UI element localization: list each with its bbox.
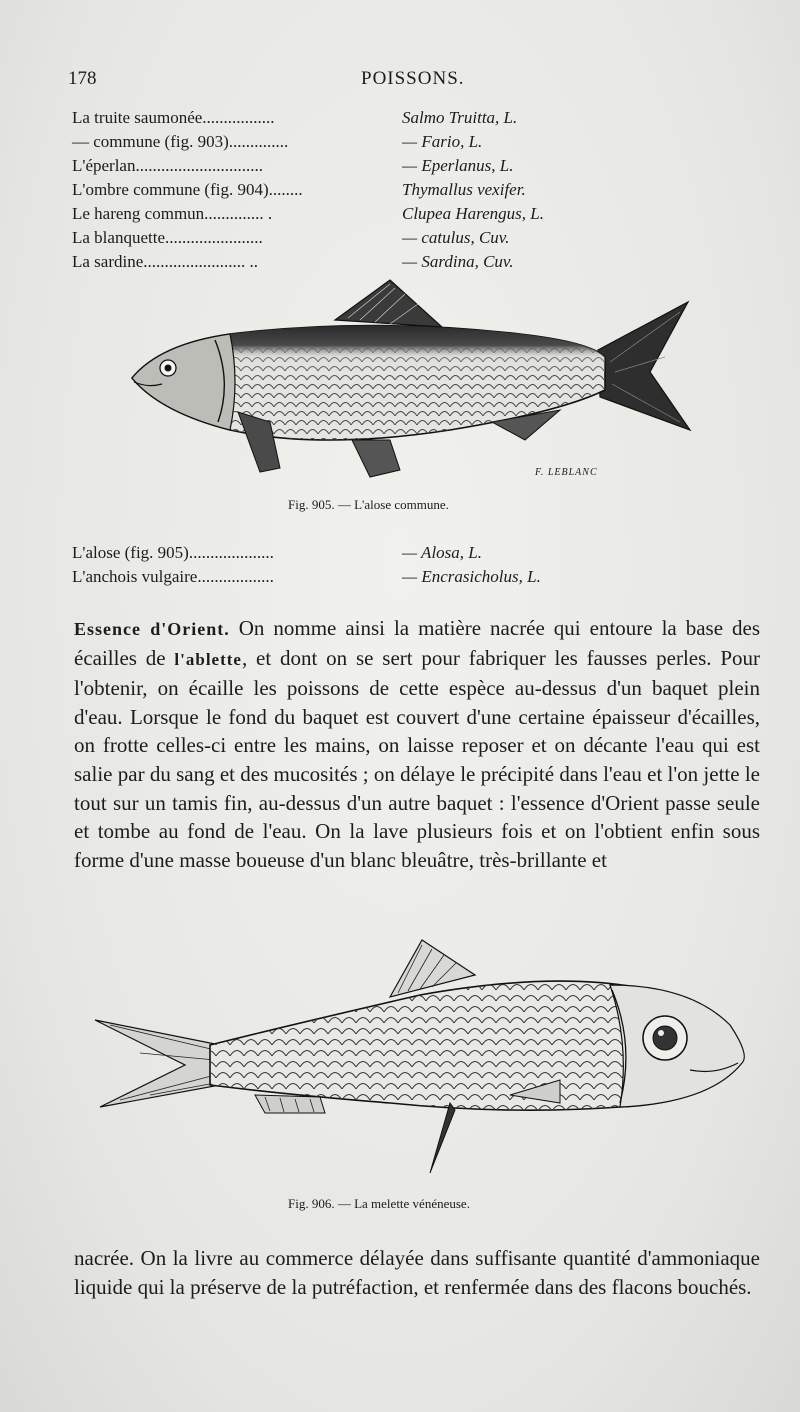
figure-caption-906: Fig. 906. — La melette vénéneuse. bbox=[288, 1196, 470, 1211]
species-list-bottom bbox=[72, 543, 772, 591]
page-number: 178 bbox=[68, 68, 97, 89]
common-name: L'ombre commune (fig. 904)........ bbox=[72, 180, 303, 199]
figure-caption-905: Fig. 905. — L'alose commune. bbox=[288, 497, 449, 512]
paragraph-continuation: nacrée. On la livre au commerce délayée dans suffisante quantité d'ammoniaque liquide qui la préserve de la putréfaction, et renfermée dans des flacons bouchés. bbox=[74, 1246, 760, 1299]
common-name: Le hareng commun.............. . bbox=[72, 204, 273, 223]
scientific-name: — Fario, L. bbox=[402, 132, 483, 151]
common-name: L'anchois vulgaire.................. bbox=[72, 567, 274, 586]
species-row bbox=[72, 156, 772, 180]
scientific-name: — Encrasicholus, L. bbox=[402, 567, 541, 586]
species-row bbox=[72, 132, 772, 156]
species-row bbox=[72, 567, 772, 591]
common-name: La sardine........................ .. bbox=[72, 252, 259, 271]
scientific-name: — Sardina, Cuv. bbox=[402, 252, 514, 271]
species-list-top bbox=[72, 108, 772, 276]
common-name: La truite saumonée................. bbox=[72, 108, 275, 127]
scientific-name: — catulus, Cuv. bbox=[402, 228, 510, 247]
paragraph-essence-orient bbox=[74, 614, 760, 874]
common-name: L'alose (fig. 905).................... bbox=[72, 543, 274, 562]
scientific-name: Thymallus vexifer. bbox=[402, 180, 526, 199]
species-row bbox=[72, 180, 772, 204]
scientific-name: Clupea Harengus, L. bbox=[402, 204, 544, 223]
paragraph-lead: Essence d'Orient. bbox=[74, 619, 230, 639]
common-name: — commune (fig. 903).............. bbox=[72, 132, 289, 151]
fish-illustration-melette bbox=[90, 935, 755, 1185]
scientific-name: — Eperlanus, L. bbox=[402, 156, 514, 175]
species-row bbox=[72, 228, 772, 252]
running-head: POISSONS. bbox=[361, 68, 465, 89]
paragraph-term: l'ablette bbox=[174, 649, 242, 669]
scientific-name: — Alosa, L. bbox=[402, 543, 482, 562]
species-row bbox=[72, 204, 772, 228]
engraver-signature: F. LEBLANC bbox=[535, 467, 598, 478]
species-row bbox=[72, 543, 772, 567]
page-header bbox=[68, 68, 768, 94]
scientific-name: Salmo Truitta, L. bbox=[402, 108, 518, 127]
paragraph-text: On nomme ainsi la matière nacrée qui entoure la base des écailles de bbox=[74, 616, 760, 670]
fish-illustration-alose bbox=[120, 272, 700, 482]
paragraph-text: , et dont on se sert pour fabriquer les fausses perles. Pour l'obtenir, on écaille les poissons de cette espèce au-dessus d'un baquet plein d'eau. Lorsque le fond du baquet est couvert d'une certaine épaisseur d'écailles, on frotte celles-ci entre les mains, on laisse reposer et on décante l'eau qui est salie par du sang et des mucosités ; on délaye le précipité dans l'eau et l'on jette le tout sur un tamis fin, au-dessus d'un autre baquet : l'essence d'Orient passe seule et tombe au fond de l'eau. On la lave plusieurs fois et on l'obtient enfin sous forme d'une masse boueuse d'un blanc bleuâtre, très-brillante et bbox=[74, 645, 761, 872]
species-row bbox=[72, 108, 772, 132]
common-name: La blanquette....................... bbox=[72, 228, 263, 247]
common-name: L'éperlan.............................. bbox=[72, 156, 263, 175]
